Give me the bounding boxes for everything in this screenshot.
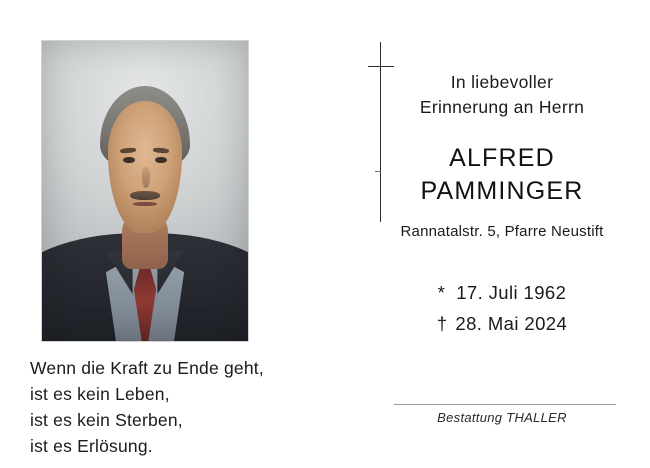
death-cross-icon: † (436, 313, 448, 334)
death-date: 28. Mai 2024 (455, 313, 568, 334)
poem-line: ist es kein Sterben, (30, 410, 183, 430)
cross-icon-crossbar (368, 66, 394, 67)
intro-line-1: In liebevoller (450, 72, 554, 92)
undertaker-credit: Bestattung THALLER (437, 410, 567, 425)
photo-vignette (42, 41, 248, 341)
poem-line: Wenn die Kraft zu Ende geht, (30, 358, 264, 378)
first-name: ALFRED (449, 144, 555, 172)
portrait-photo (42, 41, 248, 341)
intro-line-2: Erinnerung an Herrn (419, 97, 585, 117)
death-date-row (378, 308, 626, 339)
life-dates (378, 277, 626, 339)
divider (394, 404, 616, 405)
memorial-poem (30, 355, 330, 459)
birth-date-row (378, 277, 626, 308)
address-line: Rannatalstr. 5, Pfarre Neustift (400, 223, 604, 240)
deceased-name (378, 142, 626, 208)
last-name: PAMMINGER (420, 177, 584, 205)
intro-text (378, 70, 626, 120)
poem-line: ist es kein Leben, (30, 384, 170, 404)
birth-symbol-icon: * (437, 282, 446, 303)
birth-date: 17. Juli 1962 (456, 282, 567, 303)
poem-line: ist es Erlösung. (30, 436, 153, 456)
memorial-text-block (378, 70, 626, 339)
